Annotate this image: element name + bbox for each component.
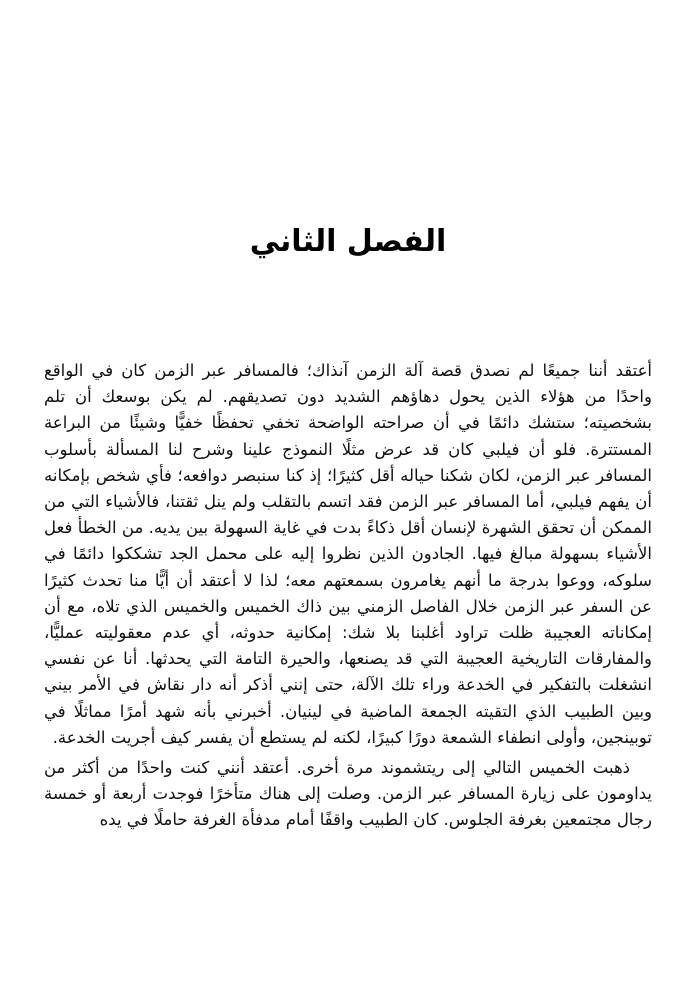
body-paragraph: أعتقد أننا جميعًا لم نصدق قصة آلة الزمن آنذاك؛ فالمسافر عبر الزمن كان في الواقع واحدًا من هؤلاء الذين يحول دهاؤهم الشديد دون تصديقهم. لم يكن بوسعك أن تلم بشخصيته؛ ستشك دائمًا في أن صراحته الواضحة تخفي تحفظًا خفيًّا وشيئًا من البراعة المستترة. فلو أن فيلبي كان قد عرض مثلًا النموذج علينا وشرح لنا المسألة بأسلوب المسافر عبر الزمن، لكان شكنا حياله أقل كثيرًا؛ إذ كنا سنبصر دوافعه؛ فأي شخص بإمكانه أن يفهم فيلبي، أما المسافر عبر الزمن فقد اتسم بالتقلب ولم ينل ثقتنا، فالأشياء التي من الممكن أن تحقق الشهرة لإنسان أقل ذكاءً بدت في غاية السهولة بين يديه. من الخطأ فعل الأشياء بسهولة مبالغ فيها. الجادون الذين نظروا إليه على محمل الجد تشككوا دائمًا في سلوكه، ووعوا بدرجة ما أنهم يغامرون بسمعتهم معه؛ لذا لا أعتقد أن أيًّا منا تحدث كثيرًا عن السفر عبر الزمن خلال الفاصل الزمني بين ذاك الخميس والخميس الذي تلاه، مع أن إمكاناته العجيبة ظلت تراود أغلبنا بلا شك: إمكانية حدوثه، أي عدم معقوليته عمليًّا، والمفارقات التاريخية العجيبة التي قد يصنعها، والحيرة التامة التي يحدثها. أنا عن نفسي انشغلت بالتفكير في الخدعة وراء تلك الآلة، حتى إنني أذكر أنه دار نقاش في الأمر بيني وبين الطبيب الذي التقيته الجمعة الماضية في لينيان. أخبرني بأنه شهد أمرًا مماثلًا في توبينجين، وأولى انطفاء الشمعة دورًا كبيرًا، لكنه لم يستطع أن يفسر كيف أجريت الخدعة. xyxy=(44,361,652,747)
chapter-body xyxy=(44,358,652,834)
body-paragraph: ذهبت الخميس التالي إلى ريتشموند مرة أخرى. أعتقد أنني كنت واحدًا من أكثر من يداومون على زيارة المسافر عبر الزمن. وصلت إلى هناك متأخرًا فوجدت أربعة أو خمسة رجال مجتمعين بغرفة الجلوس. كان الطبيب واقفًا أمام مدفأة الغرفة حاملًا في يده xyxy=(44,758,652,830)
chapter-title: الفصل الثاني xyxy=(249,224,447,259)
